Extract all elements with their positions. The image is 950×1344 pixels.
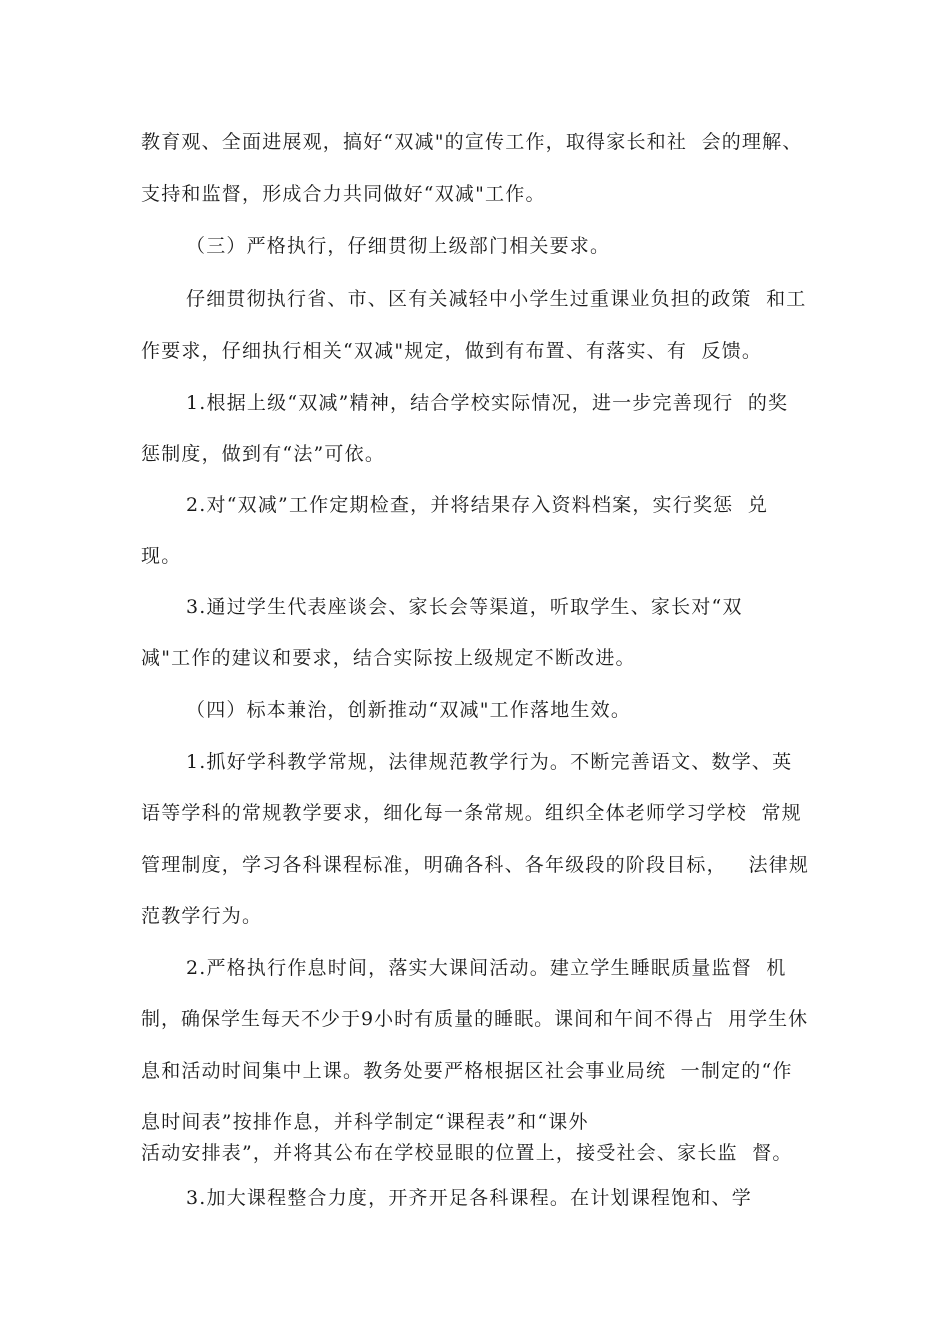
list-item-line: 1.根据上级“双减”精神，结合学校实际情况，进一步完善现行 的奖 bbox=[186, 392, 789, 414]
text-line: 作要求，仔细执行相关“双减"规定，做到有布置、有落实、有 反馈。 bbox=[141, 340, 763, 362]
text-line: 制，确保学生每天不少于9小时有质量的睡眠。课间和午间不得占 用学生休 bbox=[141, 1008, 809, 1030]
text-line: 现。 bbox=[141, 545, 182, 567]
list-item-line: 3.加大课程整合力度，开齐开足各科课程。在计划课程饱和、学 bbox=[186, 1187, 752, 1209]
section-heading: （三）严格执行，仔细贯彻上级部门相关要求。 bbox=[186, 235, 611, 257]
text-line: 管理制度，学习各科课程标准，明确各科、各年级段的阶段目标， 法律规 bbox=[141, 854, 810, 876]
text-line: 支持和监督，形成合力共同做好“双减"工作。 bbox=[141, 183, 546, 205]
text-line: 息和活动时间集中上课。教务处要严格根据区社会事业局统 一制定的“作 bbox=[141, 1060, 793, 1082]
text-line: 息时间表”按排作息，并科学制定“课程表”和“课外 bbox=[141, 1111, 589, 1133]
list-item-line: 3.通过学生代表座谈会、家长会等渠道，听取学生、家长对“双 bbox=[186, 596, 743, 618]
section-heading: （四）标本兼治，创新推动“双减"工作落地生效。 bbox=[186, 699, 632, 721]
text-line: 减"工作的建议和要求，结合实际按上级规定不断改进。 bbox=[141, 647, 636, 669]
text-line: 仔细贯彻执行省、市、区有关减轻中小学生过重课业负担的政策 和工 bbox=[186, 288, 807, 310]
text-line: 教育观、全面进展观，搞好“双减"的宣传工作，取得家长和社 会的理解、 bbox=[141, 131, 803, 153]
text-line: 活动安排表”，并将其公布在学校显眼的位置上，接受社会、家长监 督。 bbox=[141, 1142, 793, 1164]
text-line: 惩制度，做到有“法”可依。 bbox=[141, 443, 386, 465]
list-item-line: 1.抓好学科教学常规，法律规范教学行为。不断完善语文、数学、英 bbox=[186, 751, 793, 773]
list-item-line: 2.严格执行作息时间，落实大课间活动。建立学生睡眠质量监督 机 bbox=[186, 957, 787, 979]
text-line: 范教学行为。 bbox=[141, 905, 263, 927]
list-item-line: 2.对“双减”工作定期检查，并将结果存入资料档案，实行奖惩 兑 bbox=[186, 494, 769, 516]
text-line: 语等学科的常规教学要求，细化每一条常规。组织全体老师学习学校 常规 bbox=[141, 802, 802, 824]
